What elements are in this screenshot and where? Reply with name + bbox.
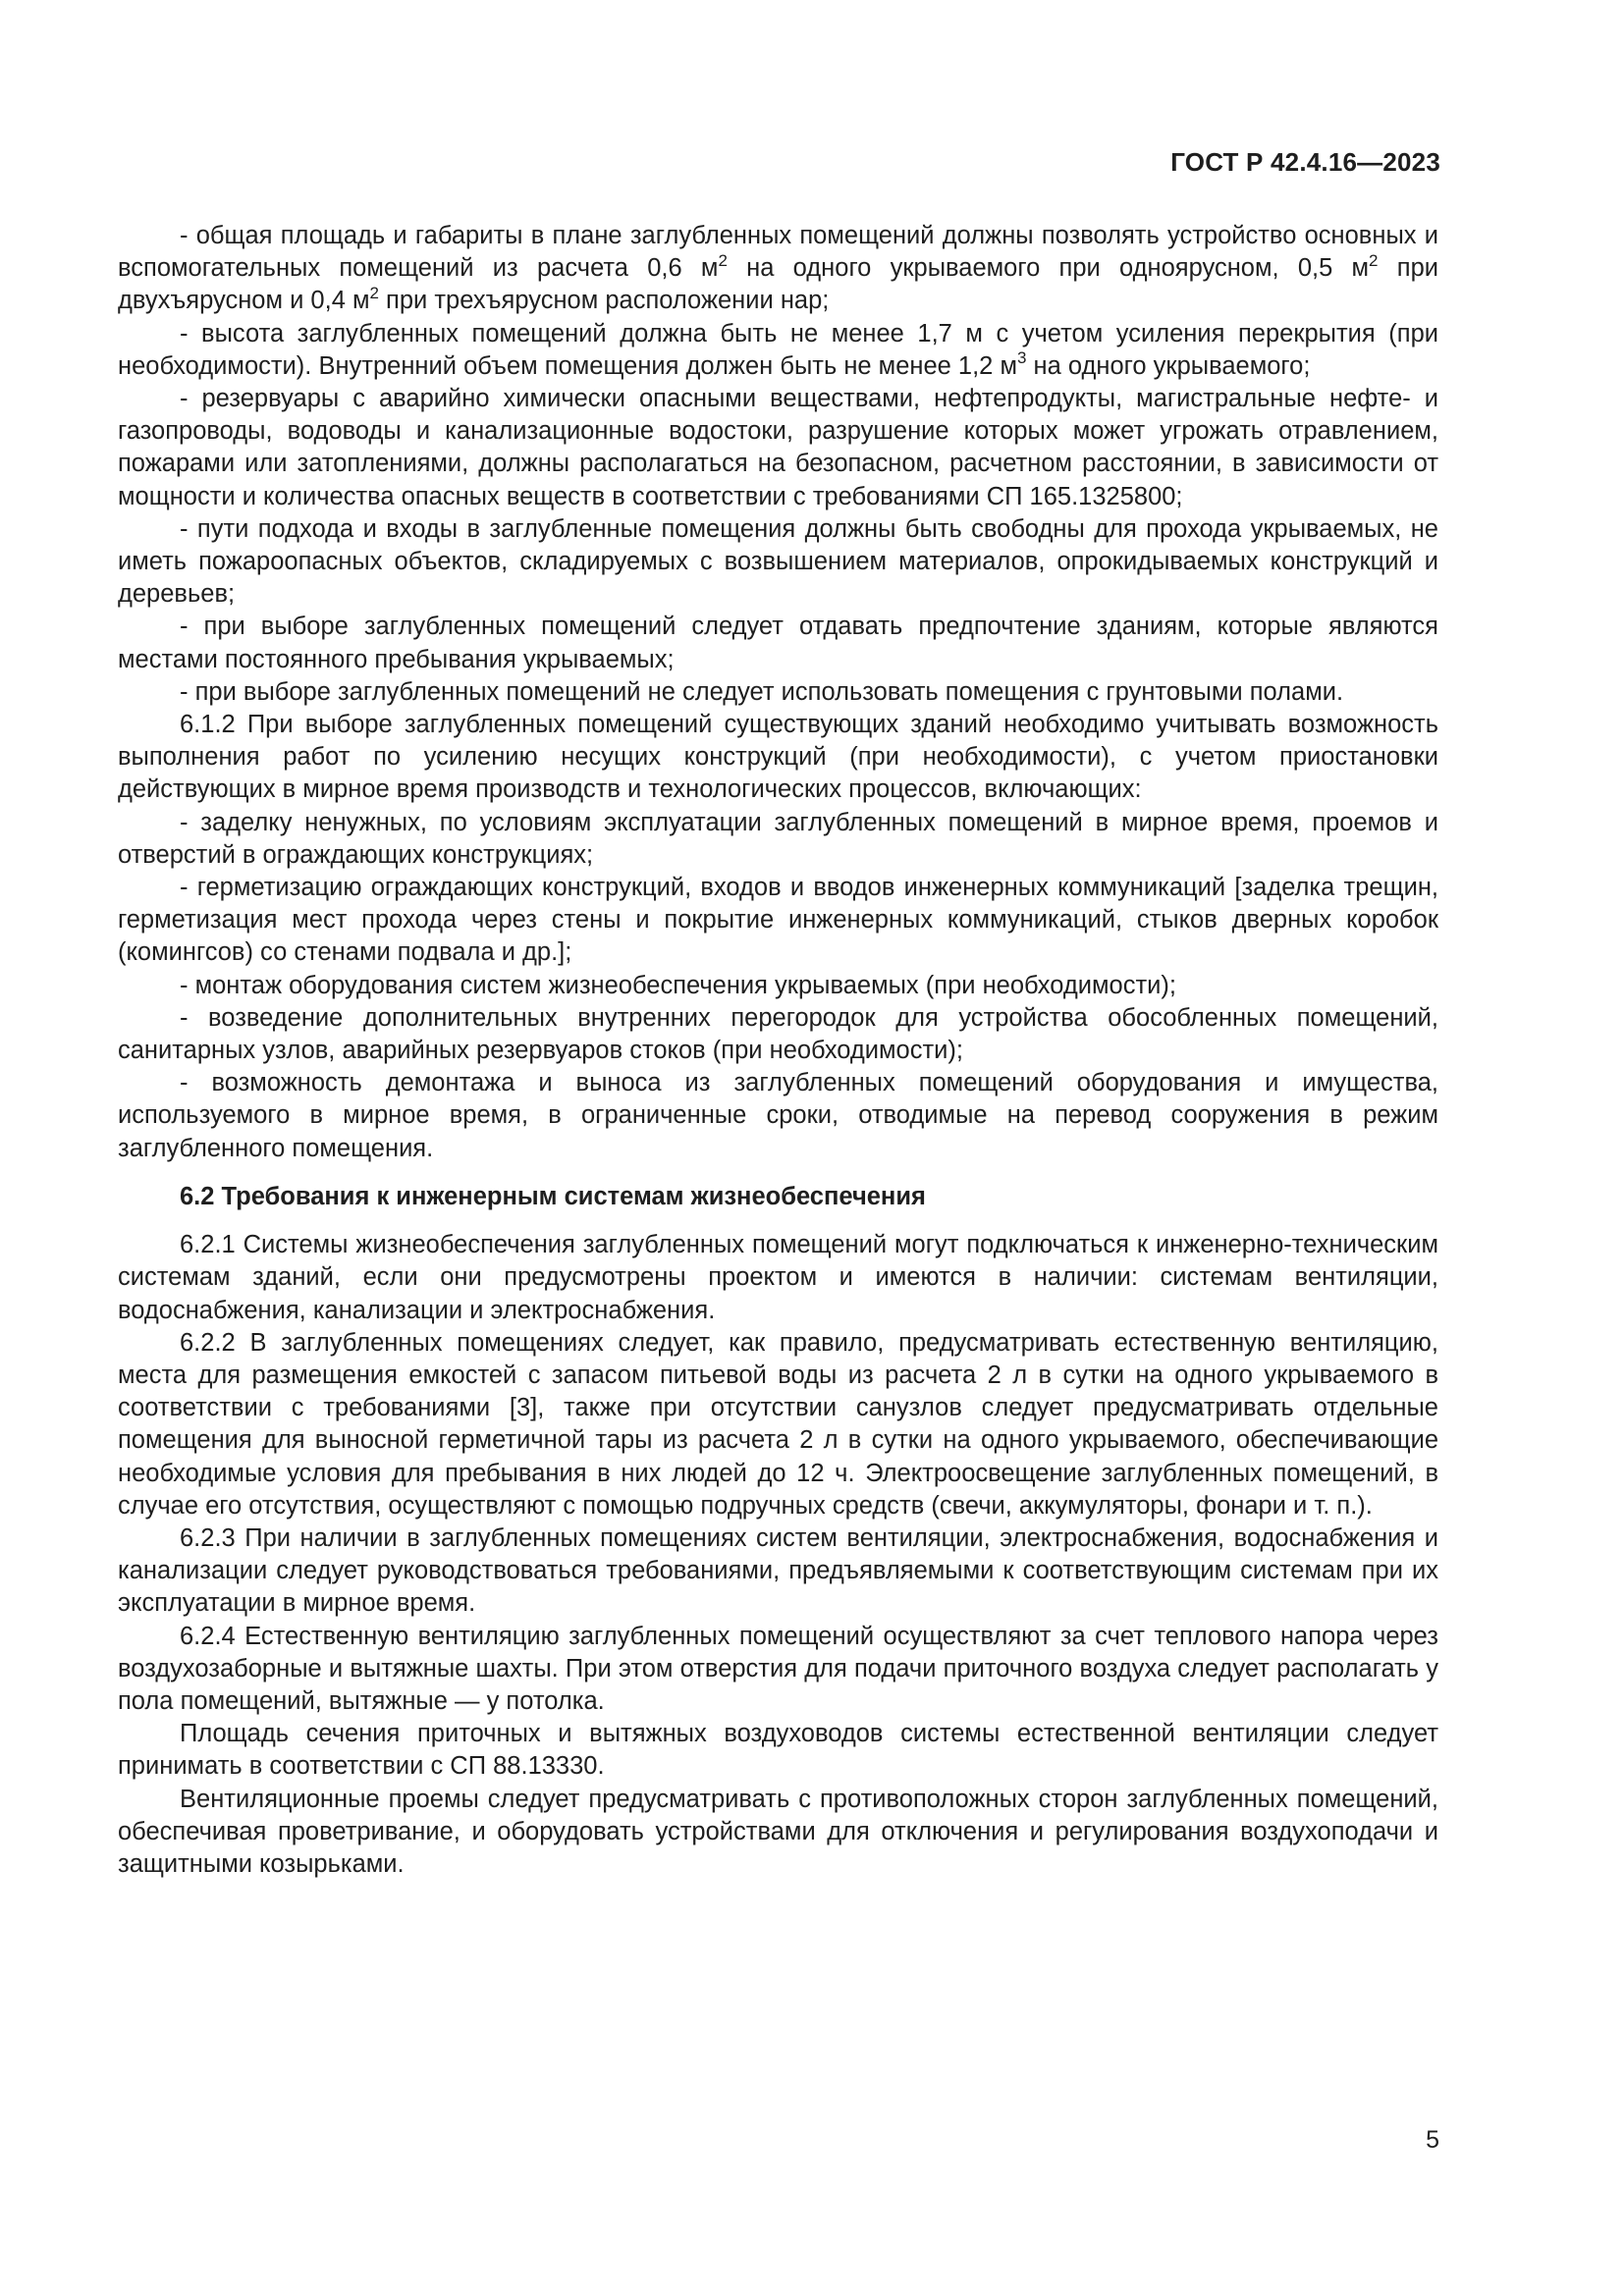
- paragraph: Площадь сечения приточных и вытяжных воздуховодов системы естественной вентиляции следует принимать в соответствии с СП 88.13330.: [118, 1720, 1438, 1781]
- paragraph: 6.2.1 Системы жизнеобеспечения заглубленных помещений могут подключаться к инженерно-техническим системам зданий, если они предусмотрены проектом и имеются в наличии: системам вентиляции, водоснабжения, канализации и электроснабжения.: [118, 1231, 1438, 1324]
- page-number: 5: [1426, 2126, 1439, 2154]
- paragraph: 6.2.3 При наличии в заглубленных помещениях систем вентиляции, электроснабжения, водоснабжения и канализации следует руководствоваться требованиями, предъявляемыми к соответствующим системам при их эксплуатации в мирное время.: [118, 1523, 1438, 1618]
- paragraph-group-b: [118, 1229, 1438, 1881]
- paragraph: - пути подхода и входы в заглубленные помещения должны быть свободны для прохода укрываемых, не иметь пожароопасных объектов, складируемых с возвышением материалов, опрокидываемых конструкций и деревьев;: [118, 514, 1438, 609]
- paragraph-group-a: [118, 220, 1438, 1165]
- section-heading: 6.2 Требования к инженерным системам жизнеобеспечения: [180, 1182, 926, 1210]
- paragraph: Вентиляционные проемы следует предусматривать с противоположных сторон заглубленных помещений, обеспечивая проветривание, и оборудовать устройствами для отключения и регулирования воздухоподачи и защитными козырьками.: [118, 1785, 1438, 1878]
- paragraph: - при выборе заглубленных помещений следует отдавать предпочтение зданиям, которые являются местами постоянного пребывания укрываемых;: [118, 613, 1438, 673]
- document-body: [118, 220, 1438, 1881]
- document-code-header: ГОСТ Р 42.4.16—2023: [1170, 147, 1440, 177]
- paragraph: - высота заглубленных помещений должна быть не менее 1,7 м с учетом усиления перекрытия (при необходимости). Внутренний объем помещения должен быть не менее 1,2 $м^3$ на одного укрываемого;: [118, 319, 1438, 380]
- paragraph: - возведение дополнительных внутренних перегородок для устройства обособленных помещений, санитарных узлов, аварийных резервуаров стоков (при необходимости);: [118, 1003, 1438, 1065]
- paragraph: 6.1.2 При выборе заглубленных помещений существующих зданий необходимо учитывать возможность выполнения работ по усилению несущих конструкций (при необходимости), с учетом приостановки действующих в мирное время производств и технологических процессов, включающих:: [118, 711, 1438, 804]
- paragraph: - при выборе заглубленных помещений не следует использовать помещения с грунтовыми полами.: [180, 677, 1344, 706]
- paragraph: - заделку ненужных, по условиям эксплуатации заглубленных помещений в мирное время, проемов и отверстий в ограждающих конструкциях;: [118, 808, 1438, 869]
- paragraph: 6.2.4 Естественную вентиляцию заглубленных помещений осуществляют за счет теплового напора через воздухозаборные и вытяжные шахты. При этом отверстия для подачи приточного воздуха следует располагать у пола помещений, вытяжные — у потолка.: [118, 1622, 1438, 1715]
- paragraph: - общая площадь и габариты в плане заглубленных помещений должны позволять устройство основных и вспомогательных помещений из расчета 0,6 $м^2$ на одного укрываемого при одноярусном, 0,5 $м^2$ при двухъярусном и 0,4 $м^2$ при трехъярусном расположении нар;: [118, 222, 1438, 315]
- paragraph: - монтаж оборудования систем жизнеобеспечения укрываемых (при необходимости);: [180, 971, 1176, 999]
- paragraph: - герметизацию ограждающих конструкций, входов и вводов инженерных коммуникаций [заделка трещин, герметизация мест прохода через стены и покрытие инженерных коммуникаций, стыков дверных коробок (комингсов) со стенами подвала и др.];: [118, 874, 1438, 967]
- paragraph: - резервуары с аварийно химически опасными веществами, нефтепродукты, магистральные нефте- и газопроводы, водоводы и канализационные водостоки, разрушение которых может угрожать отравлением, пожарами или затоплениями, должны располагаться на безопасном, расчетном расстоянии, в зависимости от мощности и количества опасных веществ в соответствии с требованиями СП 165.1325800;: [118, 385, 1438, 510]
- paragraph: - возможность демонтажа и выноса из заглубленных помещений оборудования и имущества, используемого в мирное время, в ограниченные сроки, отводимые на перевод сооружения в режим заглубленного помещения.: [118, 1069, 1438, 1162]
- paragraph: 6.2.2 В заглубленных помещениях следует, как правило, предусматривать естественную вентиляцию, места для размещения емкостей с запасом питьевой воды из расчета 2 л в сутки на одного укрываемого в соответствии с требованиями [3], также при отсутствии санузлов следует предусматривать отдельные помещения для выносной герметичной тары из расчета 2 л в сутки на одного укрываемого, обеспечивающие необходимые условия для пребывания в них людей до 12 ч. Электроосвещение заглубленных помещений, в случае его отсутствия, осуществляют с помощью подручных средств (свечи, аккумуляторы, фонари и т. п.).: [118, 1328, 1438, 1520]
